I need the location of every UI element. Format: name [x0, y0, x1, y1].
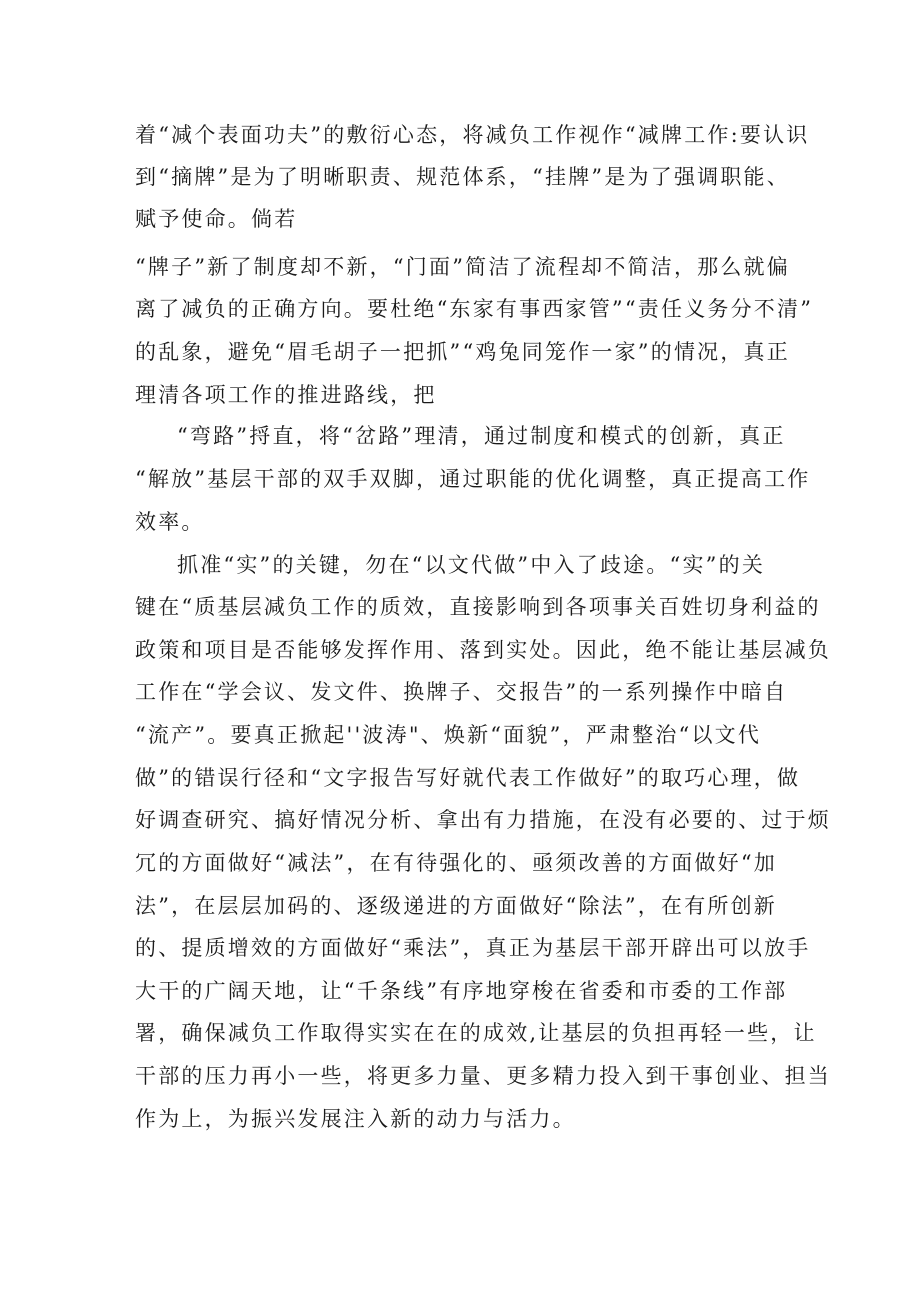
text-line: 作为上，为振兴发展注入新的动力与活力。: [135, 1107, 576, 1131]
text-line: “流产”。要真正掀起''波涛"、焕新“面貌”，严肃整治“以文代: [135, 723, 762, 747]
text-line: 的乱象，避免“眉毛胡子一把抓”“鸡兔同笼作一家”的情况，真正: [135, 340, 790, 364]
text-line: 好调查研究、搞好情况分析、拿出有力措施，在没有必要的、过于烦: [135, 808, 831, 832]
text-line: “牌子”新了制度却不新，“门面”简洁了流程却不简洁，那么就偏: [135, 255, 790, 279]
text-line: 工作在“学会议、发文件、换牌子、交报告”的一系列操作中暗自: [135, 680, 788, 704]
text-line: 干部的压力再小一些，将更多力量、更多精力投入到干事创业、担当: [135, 1064, 831, 1088]
text-line: 赋予使命。倘若: [135, 207, 298, 231]
text-line: 署，确保减负工作取得实实在在的成效,让基层的负担再轻一些，让: [135, 1021, 817, 1045]
text-line: 政策和项目是否能够发挥作用、落到实处。因此，绝不能让基层减负: [135, 638, 831, 662]
text-line: 法”，在层层加码的、逐级递进的方面做好“除法”，在有所创新: [135, 894, 778, 918]
text-line: 冗的方面做好“减法”，在有待强化的、亟须改善的方面做好“加: [135, 851, 778, 875]
text-line: “解放”基层干部的双手双脚，通过职能的优化调整，真正提高工作: [135, 467, 811, 491]
text-line: 抓准“实”的关键，勿在“以文代做”中入了歧途。“实”的关: [177, 553, 766, 577]
text-line: 大干的广阔天地，让“千条线”有序地穿梭在省委和市委的工作部: [135, 979, 788, 1003]
text-line: 键在“质基层减负工作的质效，直接影响到各项事关百姓切身利益的: [135, 595, 821, 619]
text-line: 的、提质增效的方面做好“乘法”，真正为基层干部开辟出可以放手: [135, 936, 811, 960]
text-line: 做”的错误行径和“文字报告写好就代表工作做好”的取巧心理，做: [135, 766, 801, 790]
text-line: 离了减负的正确方向。要杜绝“东家有事西家管”“责任义务分不清”: [135, 297, 814, 321]
text-line: 效率。: [135, 510, 205, 534]
text-line: 理清各项工作的推进路线，把: [135, 383, 437, 407]
text-line: “弯路”捋直，将“岔路”理清，通过制度和模式的创新，真正: [177, 424, 786, 448]
text-line: 到“摘牌”是为了明晰职责、规范体系，“挂牌”是为了强调职能、: [135, 165, 790, 189]
text-line: 着“减个表面功夫”的敷衍心态，将减负工作视作“减牌工作:要认识: [135, 123, 810, 147]
